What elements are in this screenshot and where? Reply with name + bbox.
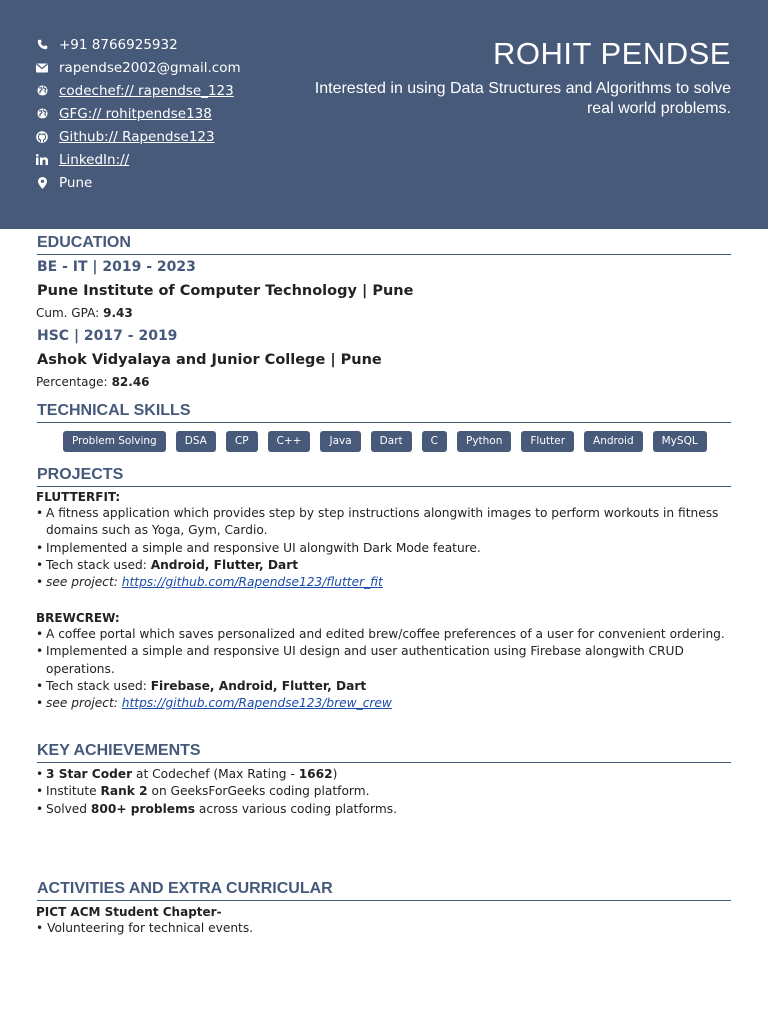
- contact-email[interactable]: [36, 56, 241, 79]
- skill-tag: DSA: [176, 431, 216, 452]
- phone-icon: [36, 39, 48, 50]
- achievement-text: Solved: [46, 801, 91, 816]
- location-icon: [36, 177, 48, 189]
- location-text: Pune: [59, 174, 93, 191]
- list-item: • Tech stack used: Android, Flutter, Dart: [36, 557, 299, 572]
- list-item: • A fitness application which provides step by step instructions alongwith images to perform workouts in fitness domains such as Yoga, Gym, Cardio.: [36, 505, 736, 540]
- skill-tag: MySQL: [653, 431, 707, 452]
- projects-heading: PROJECTS: [37, 466, 731, 487]
- globe-icon: [36, 108, 48, 119]
- gfg-link[interactable]: GFG:// rohitpendse138: [59, 105, 212, 122]
- github-icon: [36, 131, 48, 143]
- list-item: • see project: https://github.com/Rapendse123/brew_crew: [36, 696, 392, 711]
- contact-linkedin[interactable]: [36, 148, 241, 171]
- mail-icon: [36, 63, 48, 73]
- skill-tag: Java: [320, 431, 360, 452]
- contact-list: [36, 33, 241, 194]
- list-item: • Tech stack used: Firebase, Android, Flutter, Dart: [36, 678, 367, 693]
- skill-tag: Flutter: [521, 431, 574, 452]
- linkedin-icon: [36, 154, 48, 165]
- skill-tag: C++: [268, 431, 311, 452]
- achievement-text: on GeeksForGeeks coding platform.: [147, 784, 370, 799]
- header-banner: [0, 0, 768, 229]
- skills-heading: TECHNICAL SKILLS: [37, 402, 731, 423]
- tech-stack: Firebase, Android, Flutter, Dart: [150, 678, 367, 693]
- see-project-label: see project:: [46, 696, 122, 711]
- tech-label: Tech stack used:: [46, 678, 151, 693]
- activities-heading: ACTIVITIES AND EXTRA CURRICULAR: [37, 880, 731, 901]
- activity-item: • Volunteering for technical events.: [36, 921, 254, 935]
- achievement-text: across various coding platforms.: [195, 801, 397, 816]
- achievements-heading: KEY ACHIEVEMENTS: [37, 742, 731, 763]
- percentage-line: [36, 375, 150, 389]
- gpa-line: [36, 306, 133, 320]
- contact-location: [36, 171, 241, 194]
- project-link[interactable]: https://github.com/Rapendse123/brew_crew: [121, 696, 392, 711]
- project-name: BREWCREW:: [36, 611, 120, 625]
- skill-tag: Android: [584, 431, 643, 452]
- project-ui-note: Implemented a simple and responsive UI design and user authentication using Firebase alongwith CRUD operations.: [46, 644, 684, 676]
- achievement-text: Institute: [46, 784, 101, 799]
- school-pict: Pune Institute of Computer Technology | Pune: [37, 283, 414, 299]
- list-item: • A coffee portal which saves personalized and edited brew/coffee preferences of a user for convenient ordering.: [36, 626, 736, 643]
- skill-tags: [63, 431, 707, 452]
- percentage-label: Percentage:: [36, 375, 108, 389]
- skill-tag: Python: [457, 431, 511, 452]
- skill-tag: C: [422, 431, 447, 452]
- project-name: FLUTTERFIT:: [36, 490, 121, 504]
- list-item: • Solved 800+ problems across various coding platforms.: [36, 801, 397, 816]
- gpa-label: Cum. GPA:: [36, 306, 100, 320]
- contact-github[interactable]: [36, 125, 241, 148]
- achievements-list: [36, 766, 736, 818]
- list-item: • 3 Star Coder at Codechef (Max Rating - 1662): [36, 767, 338, 781]
- activity-org: PICT ACM Student Chapter-: [36, 905, 222, 919]
- achievement-rating: 1662: [298, 767, 333, 781]
- phone-text: +91 8766925932: [59, 36, 178, 53]
- candidate-name: ROHIT PENDSE: [493, 36, 731, 71]
- project-link[interactable]: https://github.com/Rapendse123/flutter_fit: [121, 575, 383, 590]
- education-heading: EDUCATION: [37, 234, 731, 255]
- tech-stack: Android, Flutter, Dart: [150, 557, 299, 572]
- project-flutterfit: [36, 490, 736, 591]
- tech-label: Tech stack used:: [46, 557, 151, 572]
- degree-be: BE - IT | 2019 - 2023: [37, 259, 196, 275]
- skill-tag: Problem Solving: [63, 431, 166, 452]
- school-ashok: Ashok Vidyalaya and Junior College | Pune: [37, 352, 382, 368]
- achievement-highlight: 3 Star Coder: [46, 767, 133, 781]
- project-description: A coffee portal which saves personalized and edited brew/coffee preferences of a user for convenient ordering.: [46, 627, 725, 641]
- percentage-value: 82.46: [111, 375, 150, 389]
- email-text[interactable]: rapendse2002@gmail.com: [59, 59, 241, 76]
- github-link[interactable]: Github:// Rapendse123: [59, 128, 215, 145]
- list-item: • Implemented a simple and responsive UI alongwith Dark Mode feature.: [36, 540, 736, 557]
- contact-codechef[interactable]: [36, 79, 241, 102]
- tagline: Interested in using Data Structures and Algorithms to solve real world problems.: [314, 80, 731, 117]
- see-project-label: see project:: [46, 575, 122, 590]
- linkedin-link[interactable]: LinkedIn://: [59, 151, 130, 168]
- contact-gfg[interactable]: [36, 102, 241, 125]
- codechef-link[interactable]: codechef:// rapendse_123: [59, 82, 234, 99]
- achievement-text: at Codechef (Max Rating -: [132, 767, 299, 781]
- list-item: • Institute Rank 2 on GeeksForGeeks coding platform.: [36, 784, 370, 799]
- achievement-highlight: Rank 2: [100, 784, 148, 799]
- project-description: A fitness application which provides step by step instructions alongwith images to perform workouts in fitness domains such as Yoga, Gym, Cardio.: [46, 506, 719, 538]
- globe-icon: [36, 85, 48, 96]
- list-item: • Implemented a simple and responsive UI design and user authentication using Firebase alongwith CRUD operations.: [36, 643, 736, 678]
- skill-tag: CP: [226, 431, 258, 452]
- gpa-value: 9.43: [103, 306, 133, 320]
- project-brewcrew: [36, 611, 736, 712]
- achievement-highlight: 800+ problems: [90, 801, 196, 816]
- contact-phone: [36, 33, 241, 56]
- achievement-text: ): [332, 767, 338, 781]
- degree-hsc: HSC | 2017 - 2019: [37, 328, 178, 344]
- project-ui-note: Implemented a simple and responsive UI alongwith Dark Mode feature.: [46, 540, 481, 555]
- list-item: • see project: https://github.com/Rapendse123/flutter_fit: [36, 575, 383, 590]
- skill-tag: Dart: [371, 431, 412, 452]
- activities-block: [36, 905, 736, 937]
